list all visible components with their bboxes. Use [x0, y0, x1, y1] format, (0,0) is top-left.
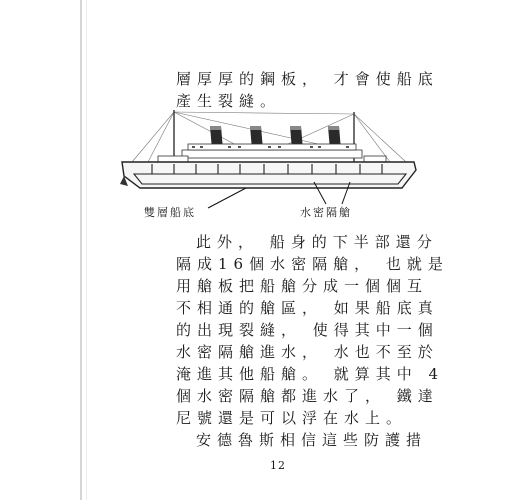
body-line-8: 個水密隔艙都進水了， 鐵達 [176, 387, 439, 405]
body-line-10: 安德魯斯相信這些防護措 [196, 431, 428, 449]
body-line-6: 水密隔艙進水， 水也不至於 [176, 343, 439, 361]
body-line-7: 淹進其他船艙。 就算其中 4 [176, 365, 445, 383]
body-line-3: 用艙板把船艙分成一個個互 [176, 277, 429, 295]
body-line-9: 尼號還是可以浮在水上。 [176, 409, 408, 427]
body-line-5: 的出現裂縫， 使得其中一個 [176, 321, 439, 339]
double-bottom-label: 雙層船底 [144, 206, 196, 219]
ship-illustration [118, 104, 420, 216]
intro-line-1: 層厚厚的鋼板， 才會使船底 [176, 70, 439, 88]
intro-line-2: 產生裂縫。 [176, 92, 282, 110]
body-line-2: 隔成16個水密隔艙， 也就是 [176, 255, 449, 273]
body-line-4: 不相通的艙區， 如果船底真 [176, 299, 439, 317]
ship-cross-section-diagram [118, 104, 420, 216]
watertight-compartment-label: 水密隔艙 [300, 206, 352, 219]
book-spine-shadow [86, 0, 87, 500]
book-spine-edge [80, 0, 82, 500]
page-number: 12 [270, 459, 286, 472]
body-line-1: 此外， 船身的下半部還分 [196, 233, 438, 251]
